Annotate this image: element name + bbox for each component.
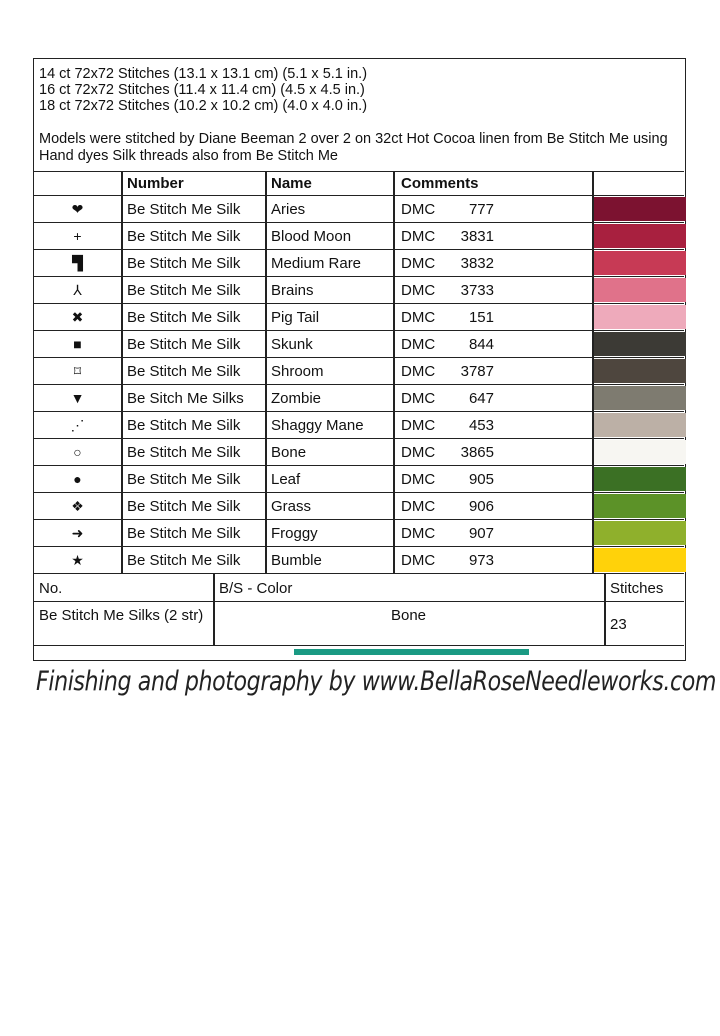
symbol-icon: ❤	[71, 200, 84, 217]
color-swatch	[594, 413, 686, 437]
size-16ct: 16 ct 72x72 Stitches (11.4 x 11.4 cm) (4.5 x 4.5 in.)	[39, 82, 365, 98]
thread-code: 973	[468, 552, 494, 569]
thread-brand: DMC	[401, 444, 436, 461]
table-row	[34, 358, 684, 385]
table-row	[34, 196, 684, 223]
thread-number: Be Stitch Me Silk	[127, 444, 241, 461]
thread-code: 907	[468, 525, 494, 542]
thread-number: Be Stitch Me Silk	[127, 525, 241, 542]
thread-code: 151	[468, 309, 494, 326]
table-row	[34, 493, 684, 520]
thread-number: Be Stitch Me Silk	[127, 309, 241, 326]
thread-number: Be Sitch Me Silks	[127, 390, 244, 407]
header-comments: Comments	[401, 175, 479, 192]
bs-color-name: Bone	[390, 607, 427, 624]
color-swatch	[594, 332, 686, 356]
footer-credit: Finishing and photography by www.BellaRoseNeedleworks.com	[36, 666, 717, 697]
thread-brand: DMC	[401, 363, 436, 380]
bs-header-color: B/S - Color	[219, 580, 293, 597]
symbol-icon: ➜	[71, 524, 84, 541]
table-row	[34, 331, 684, 358]
thread-name: Brains	[271, 282, 314, 299]
thread-code: 647	[468, 390, 494, 407]
thread-code: 844	[468, 336, 494, 353]
thread-brand: DMC	[401, 255, 436, 272]
grid-line	[34, 645, 684, 646]
thread-name: Shaggy Mane	[271, 417, 364, 434]
thread-number: Be Stitch Me Silk	[127, 471, 241, 488]
table-row	[34, 385, 684, 412]
color-swatch	[594, 548, 686, 572]
table-row	[34, 466, 684, 493]
color-swatch	[594, 197, 686, 221]
thread-code: 777	[468, 201, 494, 218]
thread-code: 453	[468, 417, 494, 434]
bs-line-sample	[294, 649, 529, 655]
thread-number: Be Stitch Me Silk	[127, 228, 241, 245]
header-number: Number	[127, 175, 184, 192]
thread-number: Be Stitch Me Silk	[127, 552, 241, 569]
thread-name: Bone	[271, 444, 307, 461]
thread-brand: DMC	[401, 282, 436, 299]
symbol-icon: ■	[73, 336, 82, 352]
thread-code: 3831	[460, 228, 494, 245]
color-swatch	[594, 359, 686, 383]
thread-code: 3787	[460, 363, 494, 380]
bs-header-stitches: Stitches	[610, 580, 664, 597]
thread-brand: DMC	[401, 390, 436, 407]
bs-stitch-count: 23	[610, 616, 627, 633]
table-row	[34, 439, 684, 466]
size-14ct: 14 ct 72x72 Stitches (13.1 x 13.1 cm) (5.1 x 5.1 in.)	[39, 66, 368, 82]
fabric-sizes	[39, 66, 367, 114]
thread-name: Pig Tail	[271, 309, 320, 326]
thread-brand: DMC	[401, 498, 436, 515]
symbol-icon: ⋰	[70, 416, 85, 433]
thread-code: 3865	[460, 444, 494, 461]
thread-brand: DMC	[401, 336, 436, 353]
bs-header-no: No.	[39, 580, 63, 597]
grid-line	[34, 601, 684, 602]
grid-line	[604, 574, 606, 646]
table-row	[34, 547, 684, 574]
thread-brand: DMC	[401, 228, 436, 245]
table-row	[34, 520, 684, 547]
table-row	[34, 412, 684, 439]
thread-brand: DMC	[401, 471, 436, 488]
size-18ct: 18 ct 72x72 Stitches (10.2 x 10.2 cm) (4.0 x 4.0 in.)	[39, 98, 368, 114]
color-swatch	[594, 251, 686, 275]
symbol-icon: ❖	[71, 497, 84, 514]
thread-key-panel	[33, 58, 686, 661]
thread-name: Blood Moon	[271, 228, 352, 245]
symbol-icon: ▼	[70, 390, 85, 406]
thread-code: 3733	[460, 282, 494, 299]
table-row	[34, 223, 684, 250]
table-row	[34, 277, 684, 304]
thread-number: Be Stitch Me Silk	[127, 417, 241, 434]
symbol-icon: ○	[73, 444, 82, 460]
thread-number: Be Stitch Me Silk	[127, 336, 241, 353]
symbol-icon: ⅄	[73, 281, 82, 298]
thread-name: Medium Rare	[271, 255, 362, 272]
thread-name: Grass	[271, 498, 312, 515]
thread-name: Skunk	[271, 336, 313, 353]
thread-number: Be Stitch Me Silk	[127, 255, 241, 272]
color-swatch	[594, 386, 686, 410]
color-swatch	[594, 467, 686, 491]
color-swatch	[594, 305, 686, 329]
thread-code: 3832	[460, 255, 494, 272]
thread-brand: DMC	[401, 417, 436, 434]
symbol-icon: ✖	[71, 308, 84, 325]
header-name: Name	[271, 175, 312, 192]
symbol-icon: ★	[71, 551, 84, 568]
thread-name: Aries	[271, 201, 306, 218]
thread-brand: DMC	[401, 309, 436, 326]
symbol-icon: ▜	[72, 254, 83, 271]
thread-number: Be Stitch Me Silk	[127, 282, 241, 299]
thread-table-header	[34, 171, 684, 196]
color-swatch	[594, 521, 686, 545]
thread-table-body	[34, 196, 684, 574]
thread-brand: DMC	[401, 201, 436, 218]
color-swatch	[594, 494, 686, 518]
thread-number: Be Stitch Me Silk	[127, 363, 241, 380]
thread-name: Bumble	[271, 552, 322, 569]
symbol-icon: ⌑	[73, 362, 82, 379]
bs-thread-no: Be Stitch Me Silks (2 str)	[39, 607, 204, 624]
thread-name: Zombie	[271, 390, 322, 407]
symbol-icon: +	[73, 228, 82, 244]
thread-code: 905	[468, 471, 494, 488]
color-swatch	[594, 224, 686, 248]
table-row	[34, 304, 684, 331]
thread-number: Be Stitch Me Silk	[127, 201, 241, 218]
thread-number: Be Stitch Me Silk	[127, 498, 241, 515]
color-swatch	[594, 440, 686, 464]
color-swatch	[594, 278, 686, 302]
thread-brand: DMC	[401, 552, 436, 569]
symbol-icon: ●	[73, 471, 82, 487]
thread-code: 906	[468, 498, 494, 515]
table-row	[34, 250, 684, 277]
thread-name: Leaf	[271, 471, 301, 488]
thread-name: Shroom	[271, 363, 324, 380]
model-note: Models were stitched by Diane Beeman 2 over 2 on 32ct Hot Cocoa linen from Be Stitch Me using Hand dyes Silk threads also from Be Stitch Me	[39, 131, 668, 164]
thread-brand: DMC	[401, 525, 436, 542]
thread-name: Froggy	[271, 525, 318, 542]
